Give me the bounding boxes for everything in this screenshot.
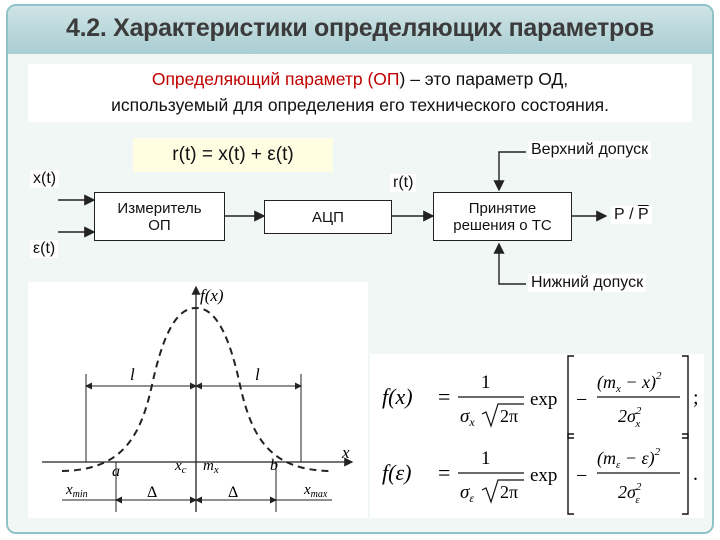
block-decision-line-1: Принятие bbox=[468, 199, 537, 217]
svg-text:=: = bbox=[438, 460, 451, 485]
definition-term: Определяющий параметр ( bbox=[151, 69, 374, 89]
definition-abbr: ОП bbox=[373, 69, 400, 89]
svg-text:2π: 2π bbox=[500, 482, 519, 502]
delta-left-label: Δ bbox=[147, 484, 158, 501]
svg-text:(mx − x)2: $(m_x - x)^2$ bbox=[597, 370, 662, 395]
block-meter-line-2: ОП bbox=[148, 216, 171, 234]
svg-text:−: − bbox=[576, 389, 588, 411]
svg-text:exp: exp bbox=[530, 465, 558, 486]
lower-tolerance-label: Нижний допуск bbox=[528, 274, 646, 292]
svg-text:exp: exp bbox=[530, 389, 558, 410]
svg-text:−: − bbox=[576, 465, 588, 487]
equation-feps bbox=[382, 434, 698, 514]
svg-text:σx: $\sigma_x$ bbox=[460, 406, 475, 429]
svg-text:1: 1 bbox=[481, 448, 491, 469]
delta-right-label: Δ bbox=[228, 484, 239, 501]
definition-text-1: ) – это параметр ОД, bbox=[399, 69, 569, 89]
svg-text:2σ2ε: $2\sigma^2$ ε bbox=[618, 481, 642, 506]
svg-text:;: ; bbox=[693, 387, 699, 409]
xc-label: $x_c$ bbox=[175, 458, 187, 476]
input-eps-label: ε(t) bbox=[30, 240, 58, 258]
svg-text:2σ2x: $2\sigma^2$ x bbox=[618, 405, 642, 430]
svg-text:1: 1 bbox=[481, 372, 491, 393]
mx-label: $m_x$ bbox=[203, 458, 219, 476]
input-x-label: x(t) bbox=[30, 170, 59, 188]
definition-line-2: используемый для определения его технического состояния. bbox=[111, 95, 609, 115]
upper-tolerance-label: Верхний допуск bbox=[528, 141, 651, 159]
svg-text:2π: 2π bbox=[500, 406, 519, 426]
svg-text:f(ε): f(ε) bbox=[382, 460, 412, 485]
b-label: b bbox=[270, 457, 278, 474]
block-decision-line-2: решения о ТС bbox=[453, 216, 552, 234]
y-axis-label: f(x) bbox=[200, 286, 224, 305]
slide-title: 4.2. Характеристики определяющих параметров bbox=[66, 14, 654, 42]
output-text: Р / bbox=[614, 206, 639, 223]
a-label: a bbox=[112, 463, 120, 480]
block-meter-line-1: Измеритель bbox=[117, 199, 202, 217]
svg-text:(mε − ε)2: $(m_\varepsilon - \varepsilon)^2$ bbox=[597, 446, 661, 471]
signal-formula: r(t) = x(t) + ε(t) bbox=[133, 138, 333, 172]
svg-text:=: = bbox=[438, 384, 451, 409]
l-right-label: l bbox=[255, 365, 260, 384]
equation-fx bbox=[382, 356, 699, 438]
block-adc: АЦП bbox=[264, 200, 392, 234]
svg-text:σε: $\sigma_\varepsilon$ bbox=[460, 482, 475, 505]
x-axis-label: x bbox=[342, 443, 350, 462]
xmin-label: $x_{min}$ bbox=[66, 482, 88, 500]
signal-r-label: r(t) bbox=[390, 174, 416, 192]
svg-text:f(x): f(x) bbox=[382, 384, 413, 409]
svg-text:.: . bbox=[693, 463, 698, 485]
l-left-label: l bbox=[130, 365, 135, 384]
xmax-label: $x_{max}$ bbox=[304, 482, 328, 500]
output-negated: Р bbox=[638, 206, 649, 223]
